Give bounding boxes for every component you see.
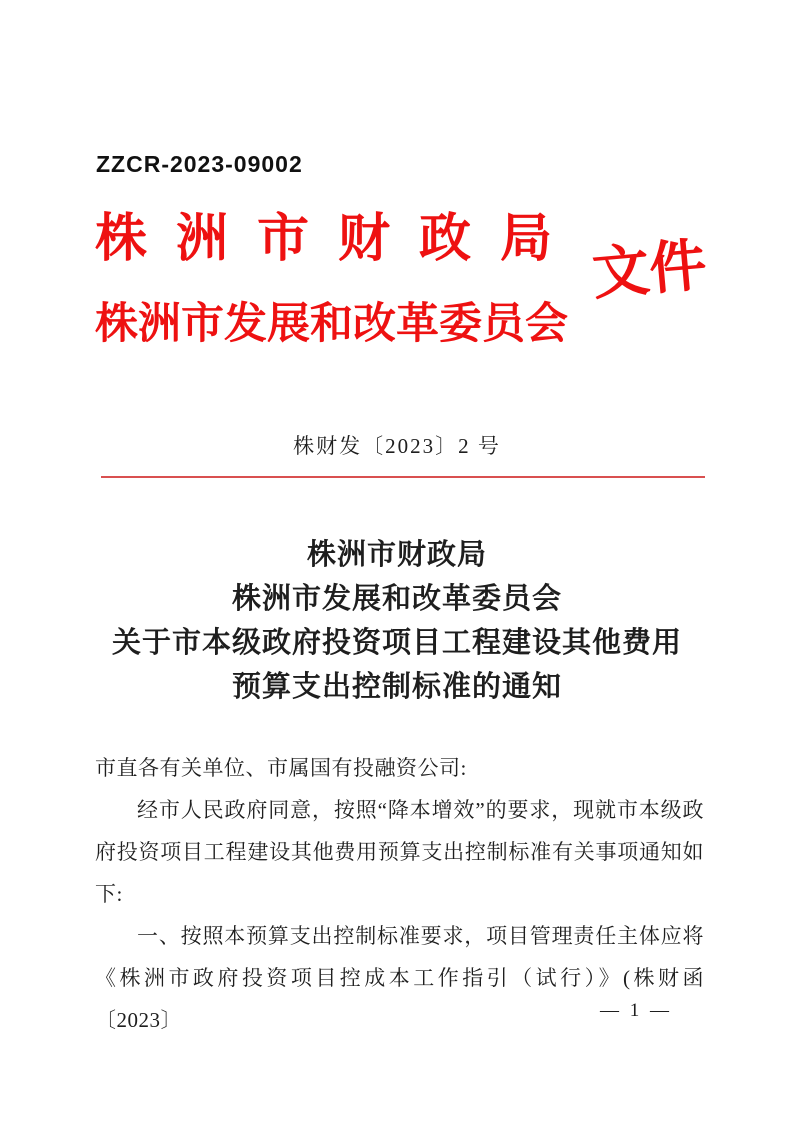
red-divider-rule [101,476,705,478]
issuing-agency-line1: 株 洲 市 财 政 局 [95,211,561,268]
title-line-2: 株洲市发展和改革委员会 [231,583,562,615]
document-label: 文件 [589,234,710,307]
body-paragraph-1: 经市人民政府同意，按照“降本增效”的要求，现就市本级政府投资项目工程建设其他费用预算支出控制标准有关事项通知如下: [95,798,704,906]
document-reference-number: 株财发〔2023〕2 号 [293,434,501,458]
title-line-3: 关于市本级政府投资项目工程建设其他费用 [111,627,682,659]
issuing-agency-line2: 株洲市发展和改革委员会 [95,301,568,348]
document-title [40,533,754,709]
title-line-1: 株洲市财政局 [306,539,487,571]
title-line-4: 预算支出控制标准的通知 [231,671,562,703]
salutation: 市直各有关单位、市属国有投融资公司: [95,756,467,780]
body-paragraph-2: 一、按照本预算支出控制标准要求，项目管理责任主体应将《株洲市政府投资项目控成本工作指引（试行）》(株财函〔2023〕 [95,924,704,1032]
page-number: — 1 — [600,1000,672,1021]
document-code: ZZCR-2023-09002 [96,151,303,177]
document-body [95,747,704,1041]
